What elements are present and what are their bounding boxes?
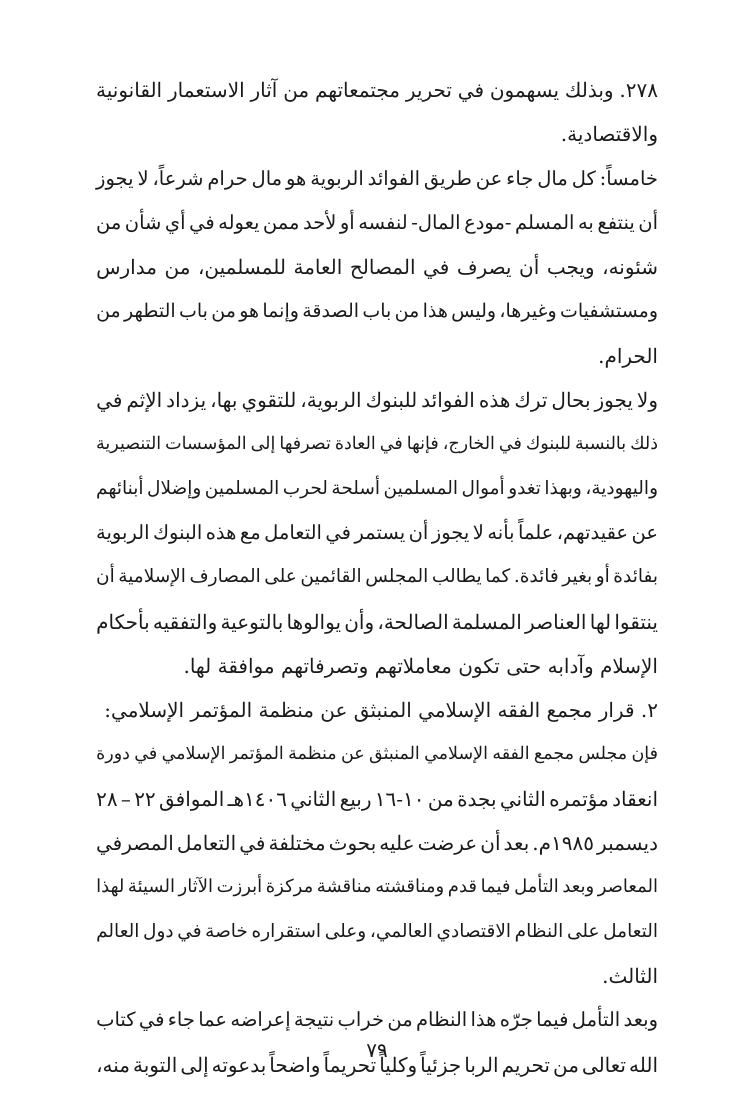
word: القانونية [96,78,163,102]
word: بأنه [487,520,515,544]
word: وأن [344,609,375,634]
text-line [96,422,658,466]
word: أن [638,210,658,234]
word: وبعد [623,1008,658,1032]
word: تعالى [581,1052,626,1077]
word: على [566,920,600,942]
word: الخارج، [442,434,495,455]
word: العناصر [525,609,587,634]
word: النظام [514,920,564,942]
word: في [134,744,158,765]
word: ٢٨ [96,786,118,811]
word: التنصيرية [96,434,162,455]
word: بالنسبة [575,434,627,455]
word: الموافق [158,786,225,811]
word: عما [198,1008,228,1032]
word: ينتقوا [614,609,658,634]
word: بها، [210,388,238,413]
word: أن [480,831,501,856]
word: التطهر [124,300,176,323]
word: فائدة. [513,566,559,588]
word: ومستشفيات [559,300,658,323]
text-line: الحرام. [598,343,658,368]
text-line [96,555,658,599]
text-line [96,467,658,511]
word: لا [472,520,484,544]
word: -مودع [464,210,512,234]
word: المسلم [514,210,575,234]
word: بعد [503,831,530,856]
word: أو [595,566,610,588]
word: خامساً: [599,166,658,190]
word: من [164,255,191,280]
text-line [96,600,658,644]
word: الاقتصادي [436,920,512,942]
word: بحال [551,388,591,413]
word: يطالب [431,566,482,588]
word: في [177,920,202,942]
word: جاء [167,1008,195,1032]
word: المسلمة [451,609,522,634]
word: السيئة [127,876,175,898]
text-line [96,777,658,821]
word: الربوية [96,520,150,544]
word: أموال [461,477,505,499]
word: العالمي، [369,920,433,942]
word: عن [631,520,658,544]
word: ينتفع [597,210,635,234]
word: البنوك [152,520,203,544]
word: يجوز [594,388,633,413]
word: المصالح [349,255,416,280]
word: المسلمين [383,477,459,499]
text-line [96,68,658,112]
word: ذلك [630,434,658,455]
word: مناقشة [316,876,372,898]
word: الفقه [492,744,530,765]
text-line: الإسلام وآدابه حتى تكون معاملاتهم وتصرفاتهم موافقة لها. [183,653,658,678]
word: للمسلمين، [197,255,286,280]
word: عن [340,744,365,765]
word: ١٩٨٥م. [532,831,595,856]
page-number: ٧٩ [366,1038,388,1062]
word: القائمين [300,566,362,588]
word: تحرير [405,78,452,102]
text-line [96,732,658,776]
word: هذا [422,300,448,323]
word: ولا [636,388,658,413]
word: لأحد [302,210,337,234]
word: أن [519,255,540,280]
word: والتفقيه [152,609,218,634]
word: أي [164,210,186,234]
word: تحريماً [323,1052,377,1077]
word: تحريم [501,1052,550,1077]
word: ومناقشته [375,876,445,898]
word: جرّه [499,1008,533,1032]
word: في [325,520,351,544]
word: الفوائد [421,388,475,413]
word: تغدو [508,477,541,499]
word: يعوله [218,210,260,234]
word: طريق [423,166,472,190]
text-line [96,910,658,954]
word: بأحكام [96,609,150,634]
word: آثار [250,78,278,102]
word: في [189,210,215,234]
word: من [427,786,454,811]
word: لنفسه [358,210,408,234]
word: من [96,210,122,234]
word: الإثم [126,388,163,413]
word: وغيرها، [499,300,557,323]
word: المسلمين [204,477,280,499]
word: الثاني [499,786,546,811]
word: هذا [470,1008,497,1032]
text-line [96,378,658,422]
word: لا [137,166,149,190]
word: واليهودية، [585,477,658,499]
word: المجلس [365,566,429,588]
word: من [283,78,310,102]
word: الفوائد [367,166,421,190]
word: به [577,210,594,234]
word: أسلحة [331,477,381,499]
word: ممن [262,210,300,234]
word: قدم [447,876,477,898]
word: ١٠-١٦ [374,786,425,811]
word: جاء [506,166,534,190]
word: هو [285,166,307,190]
word: ٢٢ [134,786,156,811]
word: أو [339,210,355,234]
word: أن [96,566,115,588]
word: في [423,255,450,280]
word: خراب [337,1008,385,1032]
word: إلى [250,434,276,455]
word: عليه [379,831,415,856]
word: واضحاً [269,1052,321,1077]
word: مجتمعاتهم [314,78,401,102]
word: من [394,300,420,323]
word: الربا [464,1052,499,1077]
word: هذه [478,388,511,413]
word: يزداد [166,388,207,413]
word: هو [239,300,260,323]
word: يجوز [96,166,134,190]
word: الثاني [290,786,337,811]
word: وبذلك [564,78,614,102]
word: كل [571,166,596,190]
body-text [96,68,658,1087]
word: أن [408,520,429,544]
word: هذه [205,520,237,544]
word: التعامل [264,520,322,544]
word: مجمع [533,744,575,765]
word: – [120,786,131,811]
word: فإنها [406,434,439,455]
word: في [379,434,403,455]
word: فإن [631,744,658,765]
word: استقراره [251,920,322,942]
word: الآثار [178,876,213,898]
word: مختلفة [268,831,326,856]
word: ١٤٠٦هـ [227,786,287,811]
word: كما [485,566,511,588]
word: المؤسسات [165,434,247,455]
word: حرام [207,166,248,190]
word: مؤتمره [549,786,609,811]
word: باب [362,300,392,323]
word: شئونه، [602,255,658,280]
word: تصرفها [279,434,331,455]
word: بغير [562,566,593,588]
word: كتاب [96,1008,136,1032]
word: وبهذا [544,477,582,499]
word: المال- [411,210,461,234]
word: الله [629,1052,658,1077]
text-line: الثالث. [602,963,658,988]
word: الربوية [310,166,364,190]
word: بالتوعية [220,609,284,634]
word: للتقوي [241,388,297,413]
word: بحوث [328,831,377,856]
word: يستمر [354,520,406,544]
word: علماً [518,520,554,544]
text-line [96,865,658,909]
word: للبنوك [365,388,418,413]
word: من [552,1052,579,1077]
word: يسهمون [489,78,560,102]
word: في [457,78,485,102]
word: مال [537,166,568,190]
word: المصرفي [96,831,174,856]
word: في [96,388,123,413]
word: عرضت [417,831,478,856]
word: دول [143,920,174,942]
word: أبرزت [216,876,263,898]
word: العالم [96,920,140,942]
word: منظمة [288,744,337,765]
word: في [239,831,266,856]
text-line [96,821,658,865]
word: باب [179,300,208,323]
word: وإنما [262,300,299,323]
word: العامة [293,255,343,280]
word: إلى [180,1052,209,1077]
word: عن [475,166,503,190]
text-line [96,511,658,555]
word: بفائدة [613,566,658,588]
word: وإضلال [147,477,202,499]
word: ديسمبر [597,831,658,856]
word: بجدة [457,786,497,811]
word: ٢٧٨. [619,78,658,102]
word: مال [251,166,283,190]
word: الصدقة [302,300,360,323]
word: في [138,1008,165,1032]
word: فيما [536,1008,569,1032]
word: المعاصر [597,876,658,898]
word: جزئياً [420,1052,462,1077]
word: الاستعمار [167,78,245,102]
text-line [96,245,658,289]
word: مجلس [578,744,628,765]
word: الإسلامي [424,744,488,765]
word: خاصة [205,920,248,942]
word: يوالوها [286,609,342,634]
word: إعراضه [230,1008,291,1032]
word: فيما [480,876,511,898]
word: التعامل [176,831,237,856]
word: لهذا [96,876,125,898]
word: للبنوك [525,434,572,455]
word: وليس [451,300,497,323]
word: لها [589,609,612,634]
word: نتيجة [293,1008,335,1032]
word: المصارف [189,566,261,588]
word: من [211,300,236,323]
text-line: والاقتصادية. [560,122,658,147]
word: الربوية، [300,388,362,413]
word: شأن [124,210,162,234]
word: التوبة [133,1052,178,1077]
word: الإسلامية [118,566,186,588]
word: أبنائهم [96,477,144,499]
word: وبعد [562,876,595,898]
word: من [387,1008,413,1032]
word: ويجب [546,255,595,280]
word: التأمل [514,876,559,898]
word: النظام [415,1008,468,1032]
word: الصالحة، [377,609,449,634]
section-heading: ٢. قرار مجمع الفقه الإسلامي المنبثق عن منظمة المؤتمر الإسلامي: [104,698,658,723]
word: وعلى [324,920,367,942]
word: منه، [96,1052,130,1077]
text-line [96,201,658,245]
word: مع [239,520,261,544]
word: وكلياً [379,1052,418,1077]
word: عقيدتهم، [556,520,629,544]
word: في [498,434,522,455]
word: دورة [96,744,130,765]
word: لحرب [282,477,328,499]
word: شرعاً، [152,166,204,190]
word: التأمل [571,1008,621,1032]
word: المنبثق [369,744,420,765]
word: ربيع [339,786,372,811]
word: يصرف [456,255,512,280]
text-line [96,289,658,333]
word: من [96,300,121,323]
text-line [96,157,658,201]
word: على [264,566,297,588]
word: الإسلامي [161,744,226,765]
word: بدعوته [211,1052,267,1077]
word: يجوز [431,520,470,544]
word: المؤتمر [229,744,284,765]
word: التعامل [603,920,658,942]
word: مدارس [96,255,157,280]
word: العادة [334,434,376,455]
word: ترك [514,388,548,413]
text-line [96,998,658,1042]
word: مركزة [265,876,314,898]
word: انعقاد [612,786,658,811]
